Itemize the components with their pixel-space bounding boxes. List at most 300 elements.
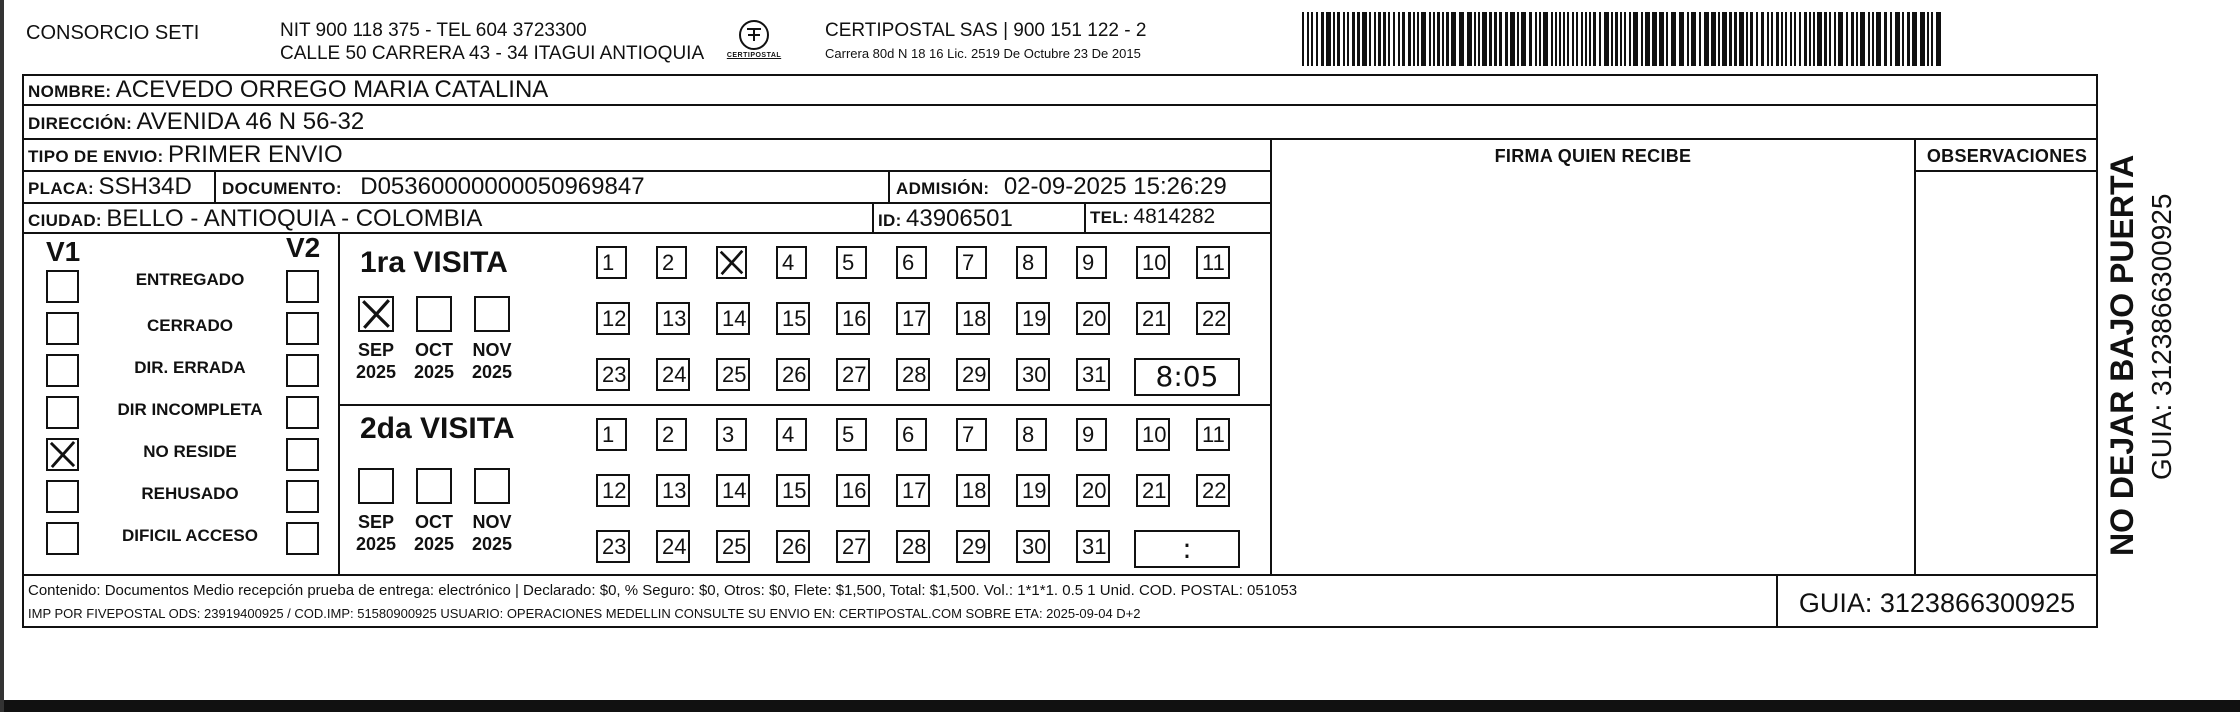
second-visit-day-number: 9	[1082, 422, 1095, 447]
barcode-bar	[1362, 12, 1367, 66]
barcode-bar	[1446, 12, 1449, 66]
second-visit-day-number: 27	[842, 534, 867, 559]
first-visit-day-box[interactable]	[1016, 246, 1047, 279]
second-visit-day-box[interactable]	[776, 418, 807, 451]
plate-value: SSH34D	[98, 173, 192, 200]
barcode-bar	[1856, 12, 1858, 66]
barcode-bar	[1813, 12, 1815, 66]
barcode-bar	[1505, 12, 1508, 66]
barcode-bar	[1824, 12, 1827, 66]
first-visit-day-number: 11	[1202, 250, 1225, 275]
barcode-bar	[1467, 12, 1472, 66]
second-visit-day-box[interactable]	[896, 418, 927, 451]
bottom-border	[0, 700, 2240, 712]
barcode-bar	[1907, 12, 1910, 66]
barcode-bar	[1333, 12, 1335, 66]
second-visit-day-number: 28	[902, 534, 927, 559]
second-visit-day-box[interactable]	[1196, 474, 1230, 507]
name-value: ACEVEDO ORREGO MARIA CATALINA	[115, 76, 549, 103]
tel-row	[1090, 205, 1215, 229]
barcode-bar	[1369, 12, 1371, 66]
second-visit-month-name: SEP	[357, 512, 395, 532]
first-visit-day-number: 16	[842, 306, 867, 331]
second-visit-month-name: OCT	[415, 512, 453, 532]
v2-checkbox[interactable]	[286, 354, 319, 387]
second-visit-day-box[interactable]	[716, 474, 750, 507]
type-row	[28, 141, 343, 169]
barcode-bar	[1551, 12, 1553, 66]
second-visit-day-box[interactable]	[836, 530, 870, 563]
barcode-bar	[1388, 12, 1390, 66]
license-line: Carrera 80d N 18 16 Lic. 2519 De Octubre 23 De 2015	[825, 46, 1141, 61]
first-visit-day-box[interactable]	[956, 246, 987, 279]
v2-checkbox[interactable]	[286, 270, 319, 303]
second-visit-day-box[interactable]	[1136, 418, 1170, 451]
first-visit-day-box[interactable]	[956, 302, 990, 335]
second-visit-day-box[interactable]	[596, 418, 627, 451]
document-value: D05360000000050969847	[360, 173, 645, 200]
name-row	[28, 76, 548, 104]
first-visit-month-checkbox[interactable]	[474, 296, 510, 332]
status-label: CERRADO	[147, 316, 233, 335]
first-visit-time-box[interactable]	[1134, 358, 1240, 396]
barcode-bar	[1699, 12, 1701, 66]
barcode-bar	[1482, 12, 1487, 66]
second-visit-time-box[interactable]	[1134, 530, 1240, 568]
barcode-bar	[1799, 12, 1801, 66]
barcode-bar	[1581, 12, 1583, 66]
second-visit-day-number: 14	[722, 478, 747, 503]
first-visit-day-number: 18	[962, 306, 987, 331]
barcode-bar	[1474, 12, 1476, 66]
first-visit-day-number: 14	[722, 306, 747, 331]
first-visit-day-box[interactable]	[1136, 302, 1170, 335]
barcode-bar	[1347, 12, 1349, 66]
address-value: AVENIDA 46 N 56-32	[136, 108, 365, 135]
first-visit-day-number: 31	[1082, 362, 1107, 387]
id-label: ID:	[878, 211, 902, 230]
second-visit-month-year: 2025	[471, 534, 513, 554]
barcode-bar	[1535, 12, 1537, 66]
status-label: DIFICIL ACCESO	[121, 526, 258, 545]
second-visit-day-box[interactable]	[656, 474, 690, 507]
first-visit-day-box[interactable]	[596, 358, 630, 391]
first-visit-day-number: 7	[962, 250, 975, 275]
barcode-bar	[1691, 12, 1696, 66]
first-visit-day-box[interactable]	[836, 246, 867, 279]
second-visit-day-number: 15	[782, 478, 807, 503]
first-visit-day-number: 29	[962, 362, 987, 387]
first-visit-day-number: 27	[842, 362, 867, 387]
barcode-bar	[1790, 12, 1792, 66]
barcode-bar	[1437, 12, 1440, 66]
second-visit-day-box[interactable]	[896, 530, 930, 563]
barcode-bar	[1374, 12, 1376, 66]
first-visit-day-box[interactable]	[1136, 246, 1170, 279]
v2-checkbox[interactable]	[286, 396, 319, 429]
barcode-bar	[1846, 12, 1848, 66]
barcode-bar	[1729, 12, 1732, 66]
barcode-bar	[1794, 12, 1796, 66]
first-visit-day-box[interactable]	[896, 302, 930, 335]
id-value: 43906501	[906, 205, 1013, 232]
barcode-bar	[1302, 12, 1304, 66]
barcode-bar	[1539, 12, 1541, 66]
second-visit-day-number: 19	[1022, 478, 1047, 503]
first-visit-day-box[interactable]	[716, 246, 747, 279]
barcode-bar	[1563, 12, 1565, 66]
second-visit-day-number: 18	[962, 478, 987, 503]
city-value: BELLO - ANTIOQUIA - COLOMBIA	[106, 205, 483, 232]
barcode-bar	[1767, 12, 1769, 66]
barcode-bar	[1750, 12, 1753, 66]
second-visit-day-number: 24	[662, 534, 687, 559]
barcode-bar	[1652, 12, 1657, 66]
first-visit-label: 1ra VISITA	[360, 246, 508, 279]
barcode-bar	[1936, 12, 1941, 66]
barcode-bar	[1659, 12, 1664, 66]
barcode-bar	[1804, 12, 1807, 66]
status-label: ENTREGADO	[135, 270, 245, 289]
second-visit-day-box[interactable]	[956, 418, 987, 451]
barcode-bar	[1734, 12, 1737, 66]
status-label: REHUSADO	[141, 484, 239, 503]
barcode-bar	[1604, 12, 1609, 66]
handwritten-x-mark	[360, 298, 392, 330]
first-visit-day-number: 17	[902, 306, 927, 331]
barcode-bar	[1517, 12, 1519, 66]
second-visit-day-number: 16	[842, 478, 867, 503]
city-label: CIUDAD:	[28, 211, 102, 230]
barcode-bar	[1746, 12, 1748, 66]
second-visit-day-number: 6	[902, 422, 915, 447]
first-visit-day-number: 21	[1142, 306, 1167, 331]
barcode-bar	[1543, 12, 1548, 66]
barcode-bar	[1838, 12, 1843, 66]
v1-checkbox[interactable]	[46, 270, 79, 303]
admission-value: 02-09-2025 15:26:29	[1003, 173, 1227, 200]
barcode-bar	[1756, 12, 1758, 66]
barcode-bar	[1829, 12, 1831, 66]
company-name: CONSORCIO SETI	[26, 22, 200, 44]
city-row	[28, 205, 482, 233]
barcode-bar	[1398, 12, 1400, 66]
barcode-bar	[1890, 12, 1892, 66]
barcode-bar	[1572, 12, 1574, 66]
second-visit-day-box[interactable]	[596, 530, 630, 563]
barcode-bar	[1687, 12, 1689, 66]
first-visit-day-box[interactable]	[596, 246, 627, 279]
plate-row	[28, 173, 192, 201]
first-visit-month-year: 2025	[355, 362, 397, 382]
v1-checkbox[interactable]	[46, 522, 79, 555]
barcode-bar	[1851, 12, 1854, 66]
first-visit-day-box[interactable]	[1076, 302, 1110, 335]
barcode-bar	[1459, 12, 1464, 66]
first-visit-day-number: 1	[602, 250, 615, 275]
barcode-bar	[1451, 12, 1456, 66]
first-visit-day-box[interactable]	[776, 246, 807, 279]
first-visit-day-number: 10	[1142, 250, 1167, 275]
second-visit-day-number: 4	[782, 422, 795, 447]
barcode-bar	[1771, 12, 1773, 66]
barcode-bar	[1494, 12, 1497, 66]
second-visit-day-box[interactable]	[716, 530, 750, 563]
barcode-bar	[1555, 12, 1557, 66]
second-visit-day-number: 1	[602, 422, 615, 447]
second-visit-day-box[interactable]	[656, 418, 687, 451]
barcode-bar	[1307, 12, 1309, 66]
second-visit-day-number: 3	[722, 422, 735, 447]
second-visit-day-box[interactable]	[716, 418, 747, 451]
second-visit-month-year: 2025	[355, 534, 397, 554]
second-visit-month-checkbox[interactable]	[474, 468, 510, 504]
name-label: NOMBRE:	[28, 82, 112, 101]
first-visit-day-number: 23	[602, 362, 627, 387]
barcode-bar	[1433, 12, 1435, 66]
barcode-bar	[1902, 12, 1904, 66]
status-label: DIR INCOMPLETA	[117, 400, 263, 419]
v2-checkbox[interactable]	[286, 522, 319, 555]
first-visit-day-number: 12	[602, 306, 627, 331]
barcode-bar	[1912, 12, 1917, 66]
first-visit-day-box[interactable]	[956, 358, 990, 391]
v1-checkbox[interactable]	[46, 480, 79, 513]
first-visit-day-number: 9	[1082, 250, 1095, 275]
v1-checkbox[interactable]	[46, 438, 79, 471]
second-visit-day-number: 10	[1142, 422, 1167, 447]
first-visit-month-name: NOV	[472, 340, 512, 360]
barcode-bar	[1895, 12, 1900, 66]
second-visit-day-box[interactable]	[1016, 530, 1050, 563]
second-visit-day-box[interactable]	[1076, 530, 1110, 563]
v2-checkbox[interactable]	[286, 312, 319, 345]
first-visit-day-box[interactable]	[596, 302, 630, 335]
second-visit-day-box[interactable]	[1076, 418, 1107, 451]
v1-label: V1	[46, 236, 81, 267]
first-visit-month-name: OCT	[415, 340, 453, 360]
plate-label: PLACA:	[28, 179, 95, 198]
second-visit-day-box[interactable]	[1196, 418, 1230, 451]
left-border	[0, 0, 4, 712]
barcode-bar	[1641, 12, 1643, 66]
barcode-bar	[1666, 12, 1668, 66]
v2-checkbox[interactable]	[286, 480, 319, 513]
second-visit-day-number: 31	[1082, 534, 1107, 559]
first-visit-day-box[interactable]	[716, 358, 750, 391]
footer-guia: GUIA: 3123866300925	[1798, 588, 2076, 618]
second-visit-label: 2da VISITA	[360, 412, 515, 445]
second-visit-month-year: 2025	[413, 534, 455, 554]
handwritten-x-mark	[48, 440, 77, 469]
barcode-bar	[1378, 12, 1381, 66]
barcode-bar	[1408, 12, 1411, 66]
first-visit-day-box[interactable]	[1016, 302, 1050, 335]
id-row	[878, 205, 1013, 233]
second-visit-day-number: 22	[1202, 478, 1227, 503]
v1-checkbox[interactable]	[46, 354, 79, 387]
second-visit-day-number: 2	[662, 422, 675, 447]
second-visit-day-box[interactable]	[836, 474, 870, 507]
first-visit-day-box[interactable]	[836, 358, 870, 391]
second-visit-day-box[interactable]	[1016, 418, 1047, 451]
first-visit-day-box[interactable]	[656, 358, 690, 391]
certipostal-logo	[718, 18, 790, 66]
second-visit-day-box[interactable]	[1076, 474, 1110, 507]
barcode-bar	[1585, 12, 1587, 66]
imp-line: IMP POR FIVEPOSTAL ODS: 23919400925 / COD.IMP: 51580900925 USUARIO: OPERACIONES MEDELLIN CONSULTE SU ENVIO EN: CERTIPOSTAL.COM SOBRE ETA: 2025-09-04 D+2	[28, 606, 1141, 621]
second-visit-month-checkbox[interactable]	[358, 468, 394, 504]
v1-checkbox[interactable]	[46, 312, 79, 345]
barcode-bar	[1722, 12, 1727, 66]
barcode-bar	[1589, 12, 1591, 66]
second-visit-day-number: 17	[902, 478, 927, 503]
barcode-bar	[1529, 12, 1532, 66]
logo-text: CERTIPOSTAL	[726, 52, 782, 59]
second-visit-day-box[interactable]	[956, 530, 990, 563]
second-visit-day-number: 29	[962, 534, 987, 559]
first-visit-month-name: SEP	[357, 340, 395, 360]
barcode-bar	[1337, 12, 1340, 66]
first-visit-day-number: 24	[662, 362, 687, 387]
v2-checkbox[interactable]	[286, 438, 319, 471]
second-visit-day-box[interactable]	[896, 474, 930, 507]
v1-checkbox[interactable]	[46, 396, 79, 429]
first-visit-day-number: 25	[722, 362, 747, 387]
first-visit-day-box[interactable]	[1016, 358, 1050, 391]
address-row	[28, 108, 364, 136]
second-visit-day-number: 30	[1022, 534, 1047, 559]
tel-label: TEL:	[1090, 208, 1129, 227]
first-visit-day-box[interactable]	[896, 358, 930, 391]
first-visit-day-box[interactable]	[1076, 358, 1110, 391]
second-visit-day-number: 26	[782, 534, 807, 559]
handwritten-x-mark	[718, 248, 745, 277]
first-visit-month-year: 2025	[471, 362, 513, 382]
second-visit-day-box[interactable]	[656, 530, 690, 563]
first-visit-day-number: 8	[1022, 250, 1035, 275]
barcode-bar	[1442, 12, 1444, 66]
tel-value: 4814282	[1133, 205, 1216, 228]
barcode-bar	[1521, 12, 1526, 66]
document-row	[222, 173, 645, 201]
second-visit-day-number: 20	[1082, 478, 1107, 503]
barcode-bar	[1326, 12, 1331, 66]
first-visit-day-number: 2	[662, 250, 675, 275]
barcode-bar	[1868, 12, 1870, 66]
first-visit-day-box[interactable]	[836, 302, 870, 335]
first-visit-day-box[interactable]	[656, 246, 687, 279]
barcode-bar	[1776, 12, 1779, 66]
first-visit-day-number: 30	[1022, 362, 1047, 387]
second-visit-day-box[interactable]	[956, 474, 990, 507]
barcode-bar	[1920, 12, 1925, 66]
first-visit-day-box[interactable]	[1196, 246, 1230, 279]
barcode-bar	[1876, 12, 1881, 66]
barcode-bar	[1872, 12, 1874, 66]
barcode-bar	[1817, 12, 1822, 66]
first-visit-day-number: 13	[662, 306, 687, 331]
first-visit-time-value: 8:05	[1155, 360, 1219, 393]
first-visit-day-number: 26	[782, 362, 807, 387]
barcode-bar	[1343, 12, 1345, 66]
barcode-bar	[1611, 12, 1613, 66]
barcode-bar	[1559, 12, 1561, 66]
first-visit-day-box[interactable]	[896, 246, 927, 279]
first-visit-day-box[interactable]	[656, 302, 690, 335]
barcode-bar	[1510, 12, 1515, 66]
barcode-bar	[1478, 12, 1480, 66]
status-label: DIR. ERRADA	[134, 358, 246, 377]
barcode-bar	[1711, 12, 1716, 66]
barcode-bar	[1633, 12, 1638, 66]
type-label: TIPO DE ENVIO:	[28, 147, 164, 166]
v2-label: V2	[286, 232, 321, 263]
second-visit-day-box[interactable]	[596, 474, 630, 507]
first-visit-day-number: 19	[1022, 306, 1047, 331]
first-visit-day-box[interactable]	[716, 302, 750, 335]
second-visit-day-box[interactable]	[776, 474, 810, 507]
second-visit-day-box[interactable]	[1136, 474, 1170, 507]
first-visit-day-box[interactable]	[776, 302, 810, 335]
side-guia: GUIA: 3123866300925	[2146, 193, 2177, 480]
address-line: CALLE 50 CARRERA 43 - 34 ITAGUI ANTIOQUIA	[280, 43, 705, 64]
status-label: NO RESIDE	[143, 442, 237, 461]
barcode-bar	[1624, 12, 1626, 66]
barcode-bar	[1499, 12, 1502, 66]
second-visit-day-number: 11	[1202, 422, 1225, 447]
second-visit-day-box[interactable]	[1016, 474, 1050, 507]
second-visit-day-box[interactable]	[776, 530, 810, 563]
first-visit-day-box[interactable]	[1196, 302, 1230, 335]
first-visit-day-number: 22	[1202, 306, 1227, 331]
first-visit-month-checkbox[interactable]	[416, 296, 452, 332]
admission-label: ADMISIÓN:	[896, 179, 990, 198]
barcode-bar	[1316, 12, 1318, 66]
barcode-bar	[1393, 12, 1395, 66]
first-visit-day-box[interactable]	[1076, 246, 1107, 279]
barcode-bar	[1429, 12, 1431, 66]
barcode	[1302, 12, 1942, 66]
second-visit-day-number: 7	[962, 422, 975, 447]
barcode-bar	[1645, 12, 1650, 66]
first-visit-day-box[interactable]	[776, 358, 810, 391]
barcode-bar	[1421, 12, 1426, 66]
content-line: Contenido: Documentos Medio recepción prueba de entrega: electrónico | Declarado: $0, % Seguro: $0, Otros: $0, Flete: $1,500, Total: $1,500. Vol.: 1*1*1. 0.5 1 Unid. COD. POSTAL: 051053	[28, 582, 1298, 599]
first-visit-day-number: 5	[842, 250, 855, 275]
barcode-bar	[1927, 12, 1929, 66]
second-visit-day-number: 23	[602, 534, 627, 559]
barcode-bar	[1620, 12, 1622, 66]
first-visit-month-checkbox[interactable]	[358, 296, 394, 332]
barcode-bar	[1781, 12, 1783, 66]
document-label: DOCUMENTO:	[222, 179, 342, 198]
barcode-bar	[1402, 12, 1405, 66]
barcode-bar	[1311, 12, 1313, 66]
barcode-bar	[1671, 12, 1676, 66]
second-visit-day-box[interactable]	[836, 418, 867, 451]
first-visit-month-year: 2025	[413, 362, 455, 382]
barcode-bar	[1761, 12, 1764, 66]
barcode-bar	[1352, 12, 1355, 66]
second-visit-day-number: 21	[1142, 478, 1167, 503]
barcode-bar	[1704, 12, 1709, 66]
barcode-bar	[1679, 12, 1684, 66]
second-visit-month-name: NOV	[472, 512, 512, 532]
second-visit-month-checkbox[interactable]	[416, 468, 452, 504]
observaciones-label: OBSERVACIONES	[1926, 146, 2088, 166]
nit-line: NIT 900 118 375 - TEL 604 3723300	[280, 20, 587, 41]
